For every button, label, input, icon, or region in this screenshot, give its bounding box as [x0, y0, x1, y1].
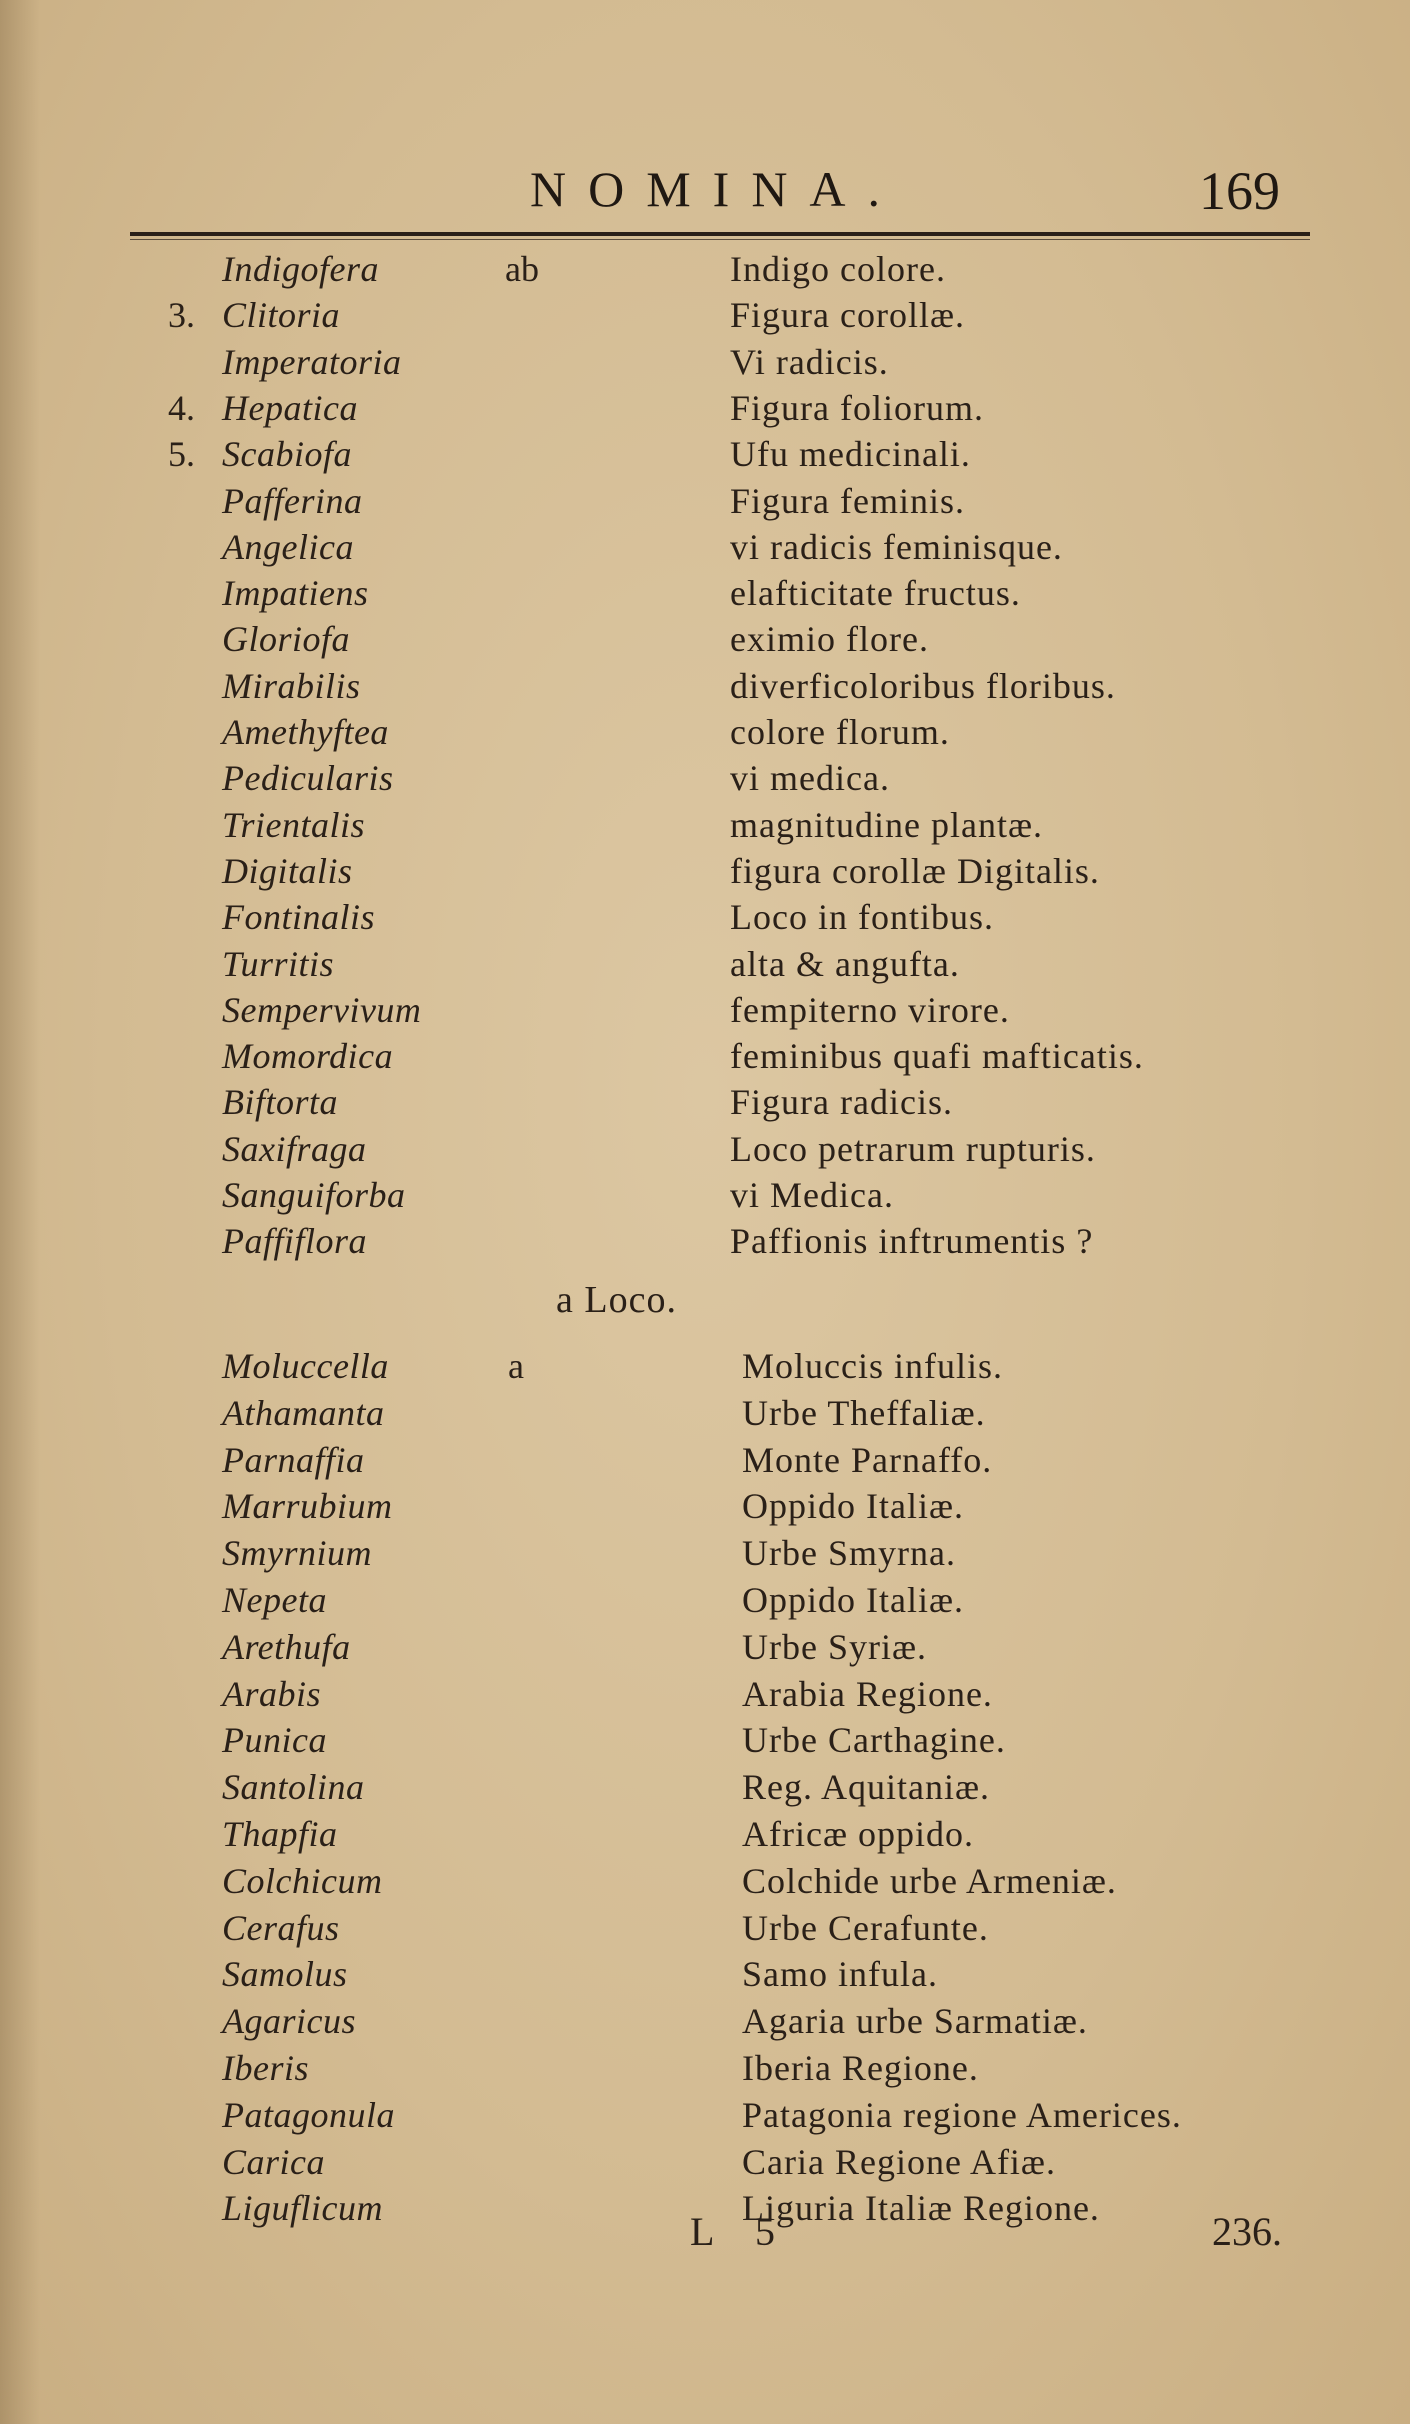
genus-name: Arabis: [222, 1673, 322, 1714]
running-title: NOMINA.: [530, 161, 903, 217]
genus-name: Athamanta: [222, 1392, 385, 1433]
etymology-text: colore florum.: [730, 712, 950, 752]
genus-name: Paffiflora: [222, 1221, 368, 1262]
genus-name: Turritis: [222, 943, 335, 984]
etymology-text: alta & angufta.: [730, 943, 960, 984]
genus-name: Cerafus: [222, 1907, 340, 1948]
section-heading: a Loco.: [556, 1279, 677, 1321]
table-row: [0, 709, 1410, 757]
genus-name: Indigofera: [222, 249, 379, 289]
genus-name: Clitoria: [222, 295, 341, 336]
etymology-text: Monte Parnaffo.: [742, 1439, 993, 1480]
table-row: [0, 2092, 1410, 2140]
table-row: [0, 1998, 1410, 2046]
etymology-text: Figura foliorum.: [730, 387, 984, 428]
genus-name: Smyrnium: [222, 1533, 372, 1574]
genus-name: Moluccella: [222, 1346, 389, 1386]
table-row: [0, 848, 1410, 896]
genus-name: Impatiens: [222, 573, 369, 614]
genus-name: Patagonula: [222, 2094, 395, 2135]
genus-name: Fontinalis: [222, 897, 376, 938]
genus-name: Parnaffia: [222, 1439, 365, 1480]
table-row: [0, 524, 1410, 572]
etymology-text: Figura feminis.: [730, 480, 965, 521]
etymology-text: eximio flore.: [730, 619, 929, 660]
table-row: [0, 1126, 1410, 1174]
etymology-text: Indigo colore.: [730, 249, 946, 289]
header-rule-thin: [130, 239, 1310, 240]
etymology-text: Patagonia regione Americes.: [742, 2094, 1182, 2135]
table-row: [0, 663, 1410, 711]
genus-name: Sanguiforba: [222, 1175, 406, 1215]
table-row: [0, 1390, 1410, 1438]
etymology-text: Figura radicis.: [730, 1082, 953, 1123]
genus-name: Saxifraga: [222, 1128, 367, 1169]
table-row: [0, 1624, 1410, 1672]
table-row: [0, 1172, 1410, 1220]
table-row: [0, 1764, 1410, 1812]
genus-name: Sempervivum: [222, 989, 422, 1030]
genus-name: Trientalis: [222, 804, 366, 845]
genus-name: Mirabilis: [222, 665, 361, 706]
table-row: [0, 1530, 1410, 1578]
genus-name: Marrubium: [222, 1486, 393, 1527]
etymology-text: magnitudine plantæ.: [730, 804, 1043, 845]
genus-name: Angelica: [222, 526, 354, 567]
etymology-text: fempiterno virore.: [730, 989, 1010, 1030]
genus-name: Biftorta: [222, 1082, 339, 1123]
etymology-text: Oppido Italiæ.: [742, 1580, 964, 1620]
etymology-text: Urbe Theffaliæ.: [742, 1392, 986, 1433]
etymology-text: vi Medica.: [730, 1175, 894, 1215]
page-number: 169: [1199, 161, 1280, 221]
catchword: 236.: [1212, 2209, 1282, 2254]
genus-name: Samolus: [222, 1954, 348, 1995]
table-row: [0, 1811, 1410, 1859]
etymology-text: Ufu medicinali.: [730, 434, 971, 475]
table-row: [0, 292, 1410, 340]
table-row: [0, 802, 1410, 850]
etymology-text: Loco petrarum rupturis.: [730, 1128, 1096, 1169]
etymology-text: Urbe Carthagine.: [742, 1720, 1006, 1761]
genus-name: Iberis: [222, 2048, 309, 2088]
etymology-text: feminibus quafi mafticatis.: [730, 1036, 1144, 1077]
etymology-text: Caria Regione Afiæ.: [742, 2141, 1056, 2182]
table-row: [0, 894, 1410, 942]
genus-name: Arethufa: [222, 1626, 351, 1667]
etymology-text: elafticitate fructus.: [730, 573, 1021, 614]
genus-name: Gloriofa: [222, 619, 351, 660]
table-row: [0, 1951, 1410, 1999]
genus-name: Scabiofa: [222, 434, 352, 475]
genus-name: Colchicum: [222, 1860, 383, 1901]
etymology-text: Vi radicis.: [730, 341, 889, 382]
preposition-ab: ab: [505, 249, 539, 289]
genus-name: Thapfia: [222, 1814, 338, 1854]
table-row: [0, 1218, 1410, 1266]
table-row: [0, 431, 1410, 479]
table-row: [0, 1343, 1410, 1391]
genus-name: Punica: [222, 1720, 327, 1761]
etymology-text: diverficoloribus floribus.: [730, 665, 1116, 706]
genus-name: Agaricus: [222, 2001, 356, 2042]
genus-name: Santolina: [222, 1767, 365, 1808]
page-footer: [0, 2208, 1410, 2268]
table-row: [0, 1905, 1410, 1953]
table-row: [0, 2139, 1410, 2187]
table-row: [0, 616, 1410, 664]
table-row: [0, 339, 1410, 387]
table-row: [0, 1483, 1410, 1531]
table-row: [0, 1717, 1410, 1765]
etymology-text: Agaria urbe Sarmatiæ.: [742, 2001, 1088, 2042]
etymology-text: Reg. Aquitaniæ.: [742, 1767, 990, 1808]
etymology-text: figura corollæ Digitalis.: [730, 850, 1100, 891]
signature-mark: L 5: [690, 2209, 791, 2254]
running-header: [130, 160, 1310, 220]
etymology-text: Arabia Regione.: [742, 1673, 993, 1714]
genus-name: Nepeta: [222, 1580, 327, 1620]
table-row: [0, 755, 1410, 803]
genus-name: Pafferina: [222, 480, 363, 521]
table-row: [0, 1437, 1410, 1485]
etymology-text: Africæ oppido.: [742, 1814, 974, 1854]
etymology-text: vi radicis feminisque.: [730, 526, 1063, 567]
table-row: [0, 1577, 1410, 1625]
table-row: [0, 1033, 1410, 1081]
etymology-text: vi medica.: [730, 758, 890, 799]
genus-name: Liguflicum: [222, 2188, 384, 2229]
genus-name: Imperatoria: [222, 341, 402, 382]
etymology-text: Oppido Italiæ.: [742, 1486, 964, 1527]
genus-name: Hepatica: [222, 387, 358, 428]
preposition-a: a: [508, 1346, 524, 1386]
table-row: [0, 570, 1410, 618]
etymology-text: Samo infula.: [742, 1954, 938, 1995]
header-rule: [130, 232, 1310, 236]
entry-number: 5.: [168, 434, 195, 475]
genus-name: Pedicularis: [222, 758, 394, 799]
etymology-text: Colchide urbe Armeniæ.: [742, 1860, 1117, 1901]
etymology-text: Loco in fontibus.: [730, 897, 994, 938]
etymology-text: Urbe Smyrna.: [742, 1533, 956, 1574]
etymology-text: Urbe Syriæ.: [742, 1626, 927, 1667]
entry-number: 3.: [168, 295, 195, 336]
genus-name: Digitalis: [222, 850, 353, 891]
table-row: [0, 987, 1410, 1035]
table-row: [0, 246, 1410, 294]
etymology-text: Moluccis infulis.: [742, 1346, 1003, 1386]
entry-number: 4.: [168, 387, 195, 428]
genus-name: Momordica: [222, 1036, 394, 1077]
genus-name: Carica: [222, 2141, 326, 2182]
etymology-text: Figura corollæ.: [730, 295, 965, 336]
genus-name: Amethyftea: [222, 712, 389, 752]
table-row: [0, 941, 1410, 989]
table-row: [0, 1079, 1410, 1127]
etymology-text: Iberia Regione.: [742, 2048, 979, 2088]
etymology-text: Urbe Cerafunte.: [742, 1907, 989, 1948]
table-row: [0, 1858, 1410, 1906]
table-row: [0, 2045, 1410, 2093]
etymology-text: Paffionis inftrumentis ?: [730, 1221, 1094, 1262]
table-row: [0, 478, 1410, 526]
table-row: [0, 1671, 1410, 1719]
etymology-text: Liguria Italiæ Regione.: [742, 2188, 1100, 2229]
table-row: [0, 385, 1410, 433]
